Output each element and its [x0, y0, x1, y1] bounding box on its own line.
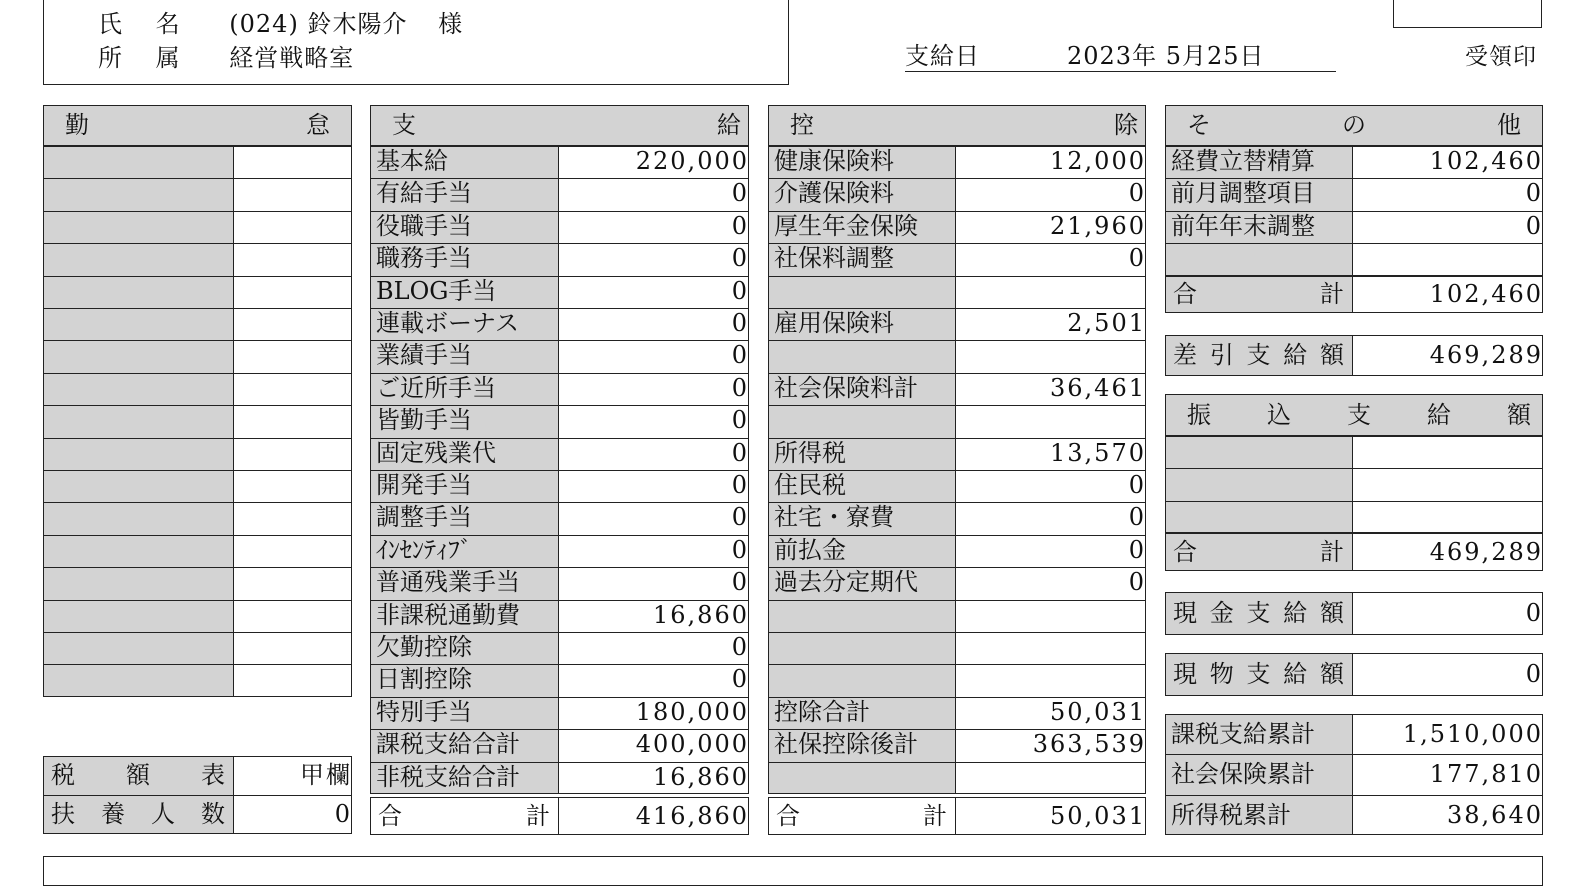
transfer-header-text-char: 額: [1507, 401, 1531, 429]
other-subtotal-label-char: 合: [1173, 279, 1197, 308]
department-row: [98, 38, 354, 73]
payment-item-label: 非税支給合計: [376, 762, 520, 791]
deduction-header-text-char: 控: [790, 111, 814, 139]
inkind-pay-label-char: 額: [1320, 660, 1344, 688]
name-label-1: 氏: [98, 10, 123, 38]
cumulative-value: 38,640: [1447, 800, 1543, 829]
row-divider: [43, 178, 352, 179]
deduction-item-label: 前払金: [774, 535, 846, 564]
other-item-value: 0: [1525, 179, 1543, 208]
other-item-value: [1352, 243, 1549, 275]
other-subtotal-label-char: 計: [1320, 279, 1344, 308]
payment-item-value: 0: [731, 568, 749, 597]
net-pay-label: [1165, 335, 1352, 376]
other-item-value: 102,460: [1429, 147, 1543, 175]
dept-label-2: 属: [155, 44, 181, 72]
other-header-text-char: の: [1342, 111, 1366, 139]
deduction-item-value: 0: [1128, 568, 1146, 597]
column-divider: [233, 146, 234, 697]
deduction-item-label: [768, 632, 961, 664]
payment-item-label: ご近所手当: [376, 373, 496, 402]
row-divider: [43, 600, 352, 601]
payment-item-value: 0: [731, 211, 749, 240]
transfer-total-label-char: 合: [1173, 537, 1197, 566]
deduction-item-label: 控除合計: [774, 697, 870, 726]
row-divider: [43, 632, 352, 633]
cumulative-label: 所得税累計: [1171, 800, 1291, 829]
payment-item-label: 欠勤控除: [376, 633, 472, 661]
payment-header-text-char: 給: [717, 111, 741, 139]
payment-item-label: BLOG手当: [376, 276, 497, 305]
deduction-item-label: 厚生年金保険: [774, 211, 918, 240]
row-divider: [43, 276, 352, 277]
deduction-item-label: 社会保険料計: [774, 373, 918, 402]
department-name: 経営戦略室: [229, 44, 355, 72]
other-header-text: [1165, 105, 1543, 146]
deduction-item-label: [768, 762, 961, 794]
other-item-label: 経費立替精算: [1171, 147, 1315, 175]
deduction-item-value: 363,539: [1032, 730, 1146, 759]
payment-total-label-char: 合: [378, 802, 402, 830]
payment-item-label: ｲﾝｾﾝﾃｨﾌﾞ: [376, 535, 472, 564]
payment-item-value: 0: [731, 373, 749, 402]
other-header-text-char: 他: [1497, 111, 1521, 139]
row-divider: [43, 535, 352, 536]
deduction-item-label: 介護保険料: [774, 179, 894, 208]
deduction-item-value: 50,031: [1050, 697, 1146, 726]
payment-item-value: 0: [731, 406, 749, 435]
net-pay-label-char: 引: [1209, 341, 1234, 369]
deduction-item-label: 住民税: [774, 471, 846, 499]
net-pay-label-char: 給: [1283, 341, 1308, 369]
transfer-label-column: [1166, 437, 1352, 532]
inkind-pay-label-char: 給: [1283, 660, 1308, 688]
deduction-item-value: [955, 405, 1152, 437]
other-header-text-char: そ: [1187, 111, 1211, 139]
inkind-pay-label-char: 支: [1246, 660, 1271, 688]
row-divider: [43, 340, 352, 341]
payment-item-value: 0: [731, 503, 749, 532]
deduction-item-label: 社保料調整: [774, 244, 894, 273]
inkind-pay-label-char: 物: [1209, 660, 1234, 688]
payment-item-value: 400,000: [635, 730, 749, 759]
cash-pay-label-char: 金: [1209, 599, 1234, 627]
net-pay-label-char: 支: [1246, 341, 1271, 369]
column-divider: [1352, 436, 1353, 533]
other-item-label: 前年年末調整: [1171, 211, 1315, 240]
row-divider: [43, 211, 352, 212]
deduction-item-value: [955, 340, 1152, 372]
deduction-item-value: [955, 664, 1152, 696]
cumulative-label: 社会保険累計: [1171, 760, 1315, 789]
employee-name: (024) 鈴木陽介: [229, 10, 408, 38]
net-pay-label-char: 額: [1320, 341, 1344, 369]
deduction-item-value: 36,461: [1050, 373, 1146, 402]
tax-table-label-char: 表: [201, 761, 225, 789]
row-divider: [1165, 468, 1543, 469]
deduction-total-value: 50,031: [1050, 802, 1146, 830]
attendance-label-column: [44, 147, 233, 696]
payment-item-label: 連載ボーナス: [376, 309, 520, 337]
dependents-label-char: 人: [151, 799, 175, 828]
transfer-header-text-char: 込: [1267, 401, 1291, 429]
tax-table-value: 甲欄: [300, 761, 352, 789]
deduction-header-text: [768, 105, 1146, 146]
other-item-label: 前月調整項目: [1171, 179, 1315, 208]
dependents-label: [43, 795, 233, 834]
payment-item-value: 0: [731, 276, 749, 305]
deduction-item-label: 所得税: [774, 438, 846, 467]
deduction-item-value: 0: [1128, 244, 1146, 273]
deduction-item-value: [955, 276, 1152, 308]
deduction-item-label: [768, 276, 961, 308]
tax-table-label-char: 額: [126, 761, 150, 789]
payment-item-label: 特別手当: [376, 697, 472, 726]
payment-item-value: 0: [731, 244, 749, 273]
payment-item-label: 役職手当: [376, 211, 472, 240]
deduction-item-label: [768, 340, 961, 372]
deduction-item-value: 0: [1128, 179, 1146, 208]
attendance-header-text: [43, 105, 352, 146]
payment-item-label: 職務手当: [376, 244, 472, 273]
row-divider: [43, 567, 352, 568]
honorific: 様: [438, 10, 464, 38]
row-divider: [43, 308, 352, 309]
deduction-item-value: [955, 600, 1152, 632]
cash-pay-label-char: 現: [1173, 599, 1197, 627]
transfer-total-label: [1165, 533, 1352, 571]
deduction-item-value: 13,570: [1050, 438, 1146, 467]
payday-label: 支給日: [905, 42, 980, 70]
inkind-pay-label-char: 現: [1173, 660, 1197, 688]
deduction-total-label-char: 合: [776, 802, 800, 830]
row-divider: [43, 438, 352, 439]
cumulative-value: 1,510,000: [1402, 720, 1543, 748]
other-item-value: 0: [1525, 211, 1543, 240]
transfer-header-text-char: 給: [1427, 401, 1451, 429]
inkind-pay-label: [1165, 653, 1352, 696]
cash-pay-label-char: 給: [1283, 599, 1308, 627]
transfer-total-label-char: 計: [1320, 537, 1344, 566]
payment-item-label: 開発手当: [376, 471, 472, 499]
cash-pay-label-char: 額: [1320, 599, 1344, 627]
remarks-box: [43, 856, 1543, 886]
payment-header-text: [370, 105, 749, 146]
deduction-item-label: 社宅・寮費: [774, 503, 894, 532]
payment-item-value: 0: [731, 633, 749, 661]
deduction-total-label-char: 計: [923, 802, 947, 830]
payment-item-value: 0: [731, 535, 749, 564]
row-divider: [43, 664, 352, 665]
name-label-2: 名: [155, 10, 181, 38]
payment-item-value: 0: [731, 438, 749, 467]
deduction-item-value: 0: [1128, 535, 1146, 564]
cash-pay-value: 0: [1525, 599, 1543, 627]
deduction-item-label: 過去分定期代: [774, 568, 918, 597]
cash-pay-label: [1165, 592, 1352, 635]
payment-item-value: 0: [731, 665, 749, 694]
tax-table-label-char: 税: [51, 761, 75, 789]
inkind-pay-value: 0: [1525, 660, 1543, 688]
row-divider: [43, 243, 352, 244]
deduction-item-value: [955, 632, 1152, 664]
name-row: [98, 4, 463, 39]
deduction-item-label: 社保控除後計: [774, 730, 918, 759]
dependents-label-char: 数: [201, 799, 225, 828]
deduction-item-value: 2,501: [1067, 309, 1146, 337]
net-pay-label-char: 差: [1173, 341, 1197, 369]
cash-pay-label-char: 支: [1246, 599, 1271, 627]
dependents-label-char: 扶: [51, 799, 75, 828]
attendance-header-text-char: 勤: [65, 111, 89, 139]
payment-item-label: 非課税通勤費: [376, 600, 520, 629]
deduction-item-label: 雇用保険料: [774, 309, 894, 337]
attendance-header-text-char: 怠: [306, 111, 330, 139]
deduction-item-label: 健康保険料: [774, 147, 894, 175]
row-divider: [1165, 501, 1543, 502]
row-divider: [43, 373, 352, 374]
row-divider: [43, 470, 352, 471]
payment-item-value: 0: [731, 309, 749, 337]
payment-item-label: 業績手当: [376, 341, 472, 370]
deduction-item-label: [768, 600, 961, 632]
payment-item-value: 16,860: [653, 762, 749, 791]
tax-table-label: [43, 756, 233, 795]
payment-item-label: 課税支給合計: [376, 730, 520, 759]
payment-item-label: 普通残業手当: [376, 568, 520, 597]
deduction-total-label: [768, 797, 955, 835]
payday-underline: [905, 71, 1336, 72]
deduction-header-text-char: 除: [1114, 111, 1138, 139]
payment-item-value: 0: [731, 471, 749, 499]
deduction-item-value: 12,000: [1050, 147, 1146, 175]
payment-item-label: 日割控除: [376, 665, 472, 694]
cumulative-value: 177,810: [1429, 760, 1543, 789]
payment-header-text-char: 支: [392, 111, 416, 139]
cumulative-label: 課税支給累計: [1171, 720, 1315, 748]
payment-item-label: 基本給: [376, 147, 448, 175]
seal-box: [1393, 0, 1542, 28]
payment-total-value: 416,860: [635, 802, 749, 830]
payment-total-label-char: 計: [526, 802, 550, 830]
seal-label: 受領印: [1465, 44, 1537, 70]
payment-item-value: 180,000: [635, 697, 749, 726]
payment-item-value: 220,000: [635, 147, 749, 175]
deduction-item-label: [768, 664, 961, 696]
payment-total-label: [370, 797, 558, 835]
payment-item-label: 皆勤手当: [376, 406, 472, 435]
payment-item-label: 有給手当: [376, 179, 472, 208]
transfer-header-text-char: 支: [1347, 401, 1371, 429]
transfer-header-text: [1165, 394, 1543, 436]
deduction-item-value: 0: [1128, 503, 1146, 532]
deduction-item-label: [768, 405, 961, 437]
payment-item-value: 16,860: [653, 600, 749, 629]
payment-item-label: 固定残業代: [376, 438, 496, 467]
row-divider: [43, 405, 352, 406]
dependents-value: 0: [334, 799, 352, 828]
transfer-total-value: 469,289: [1429, 537, 1543, 566]
payday-value: 2023年 5月25日: [1067, 42, 1265, 70]
deduction-item-value: [955, 762, 1152, 794]
other-subtotal-value: 102,460: [1429, 279, 1543, 308]
payment-item-label: 調整手当: [376, 503, 472, 532]
deduction-item-value: 21,960: [1050, 211, 1146, 240]
row-divider: [43, 502, 352, 503]
dependents-label-char: 養: [101, 799, 125, 828]
other-item-label: [1165, 243, 1358, 275]
other-subtotal-label: [1165, 276, 1352, 313]
net-pay-value: 469,289: [1429, 341, 1543, 369]
transfer-header-text-char: 振: [1187, 401, 1211, 429]
deduction-item-value: 0: [1128, 471, 1146, 499]
payment-item-value: 0: [731, 341, 749, 370]
payment-item-value: 0: [731, 179, 749, 208]
dept-label-1: 所: [98, 44, 123, 72]
